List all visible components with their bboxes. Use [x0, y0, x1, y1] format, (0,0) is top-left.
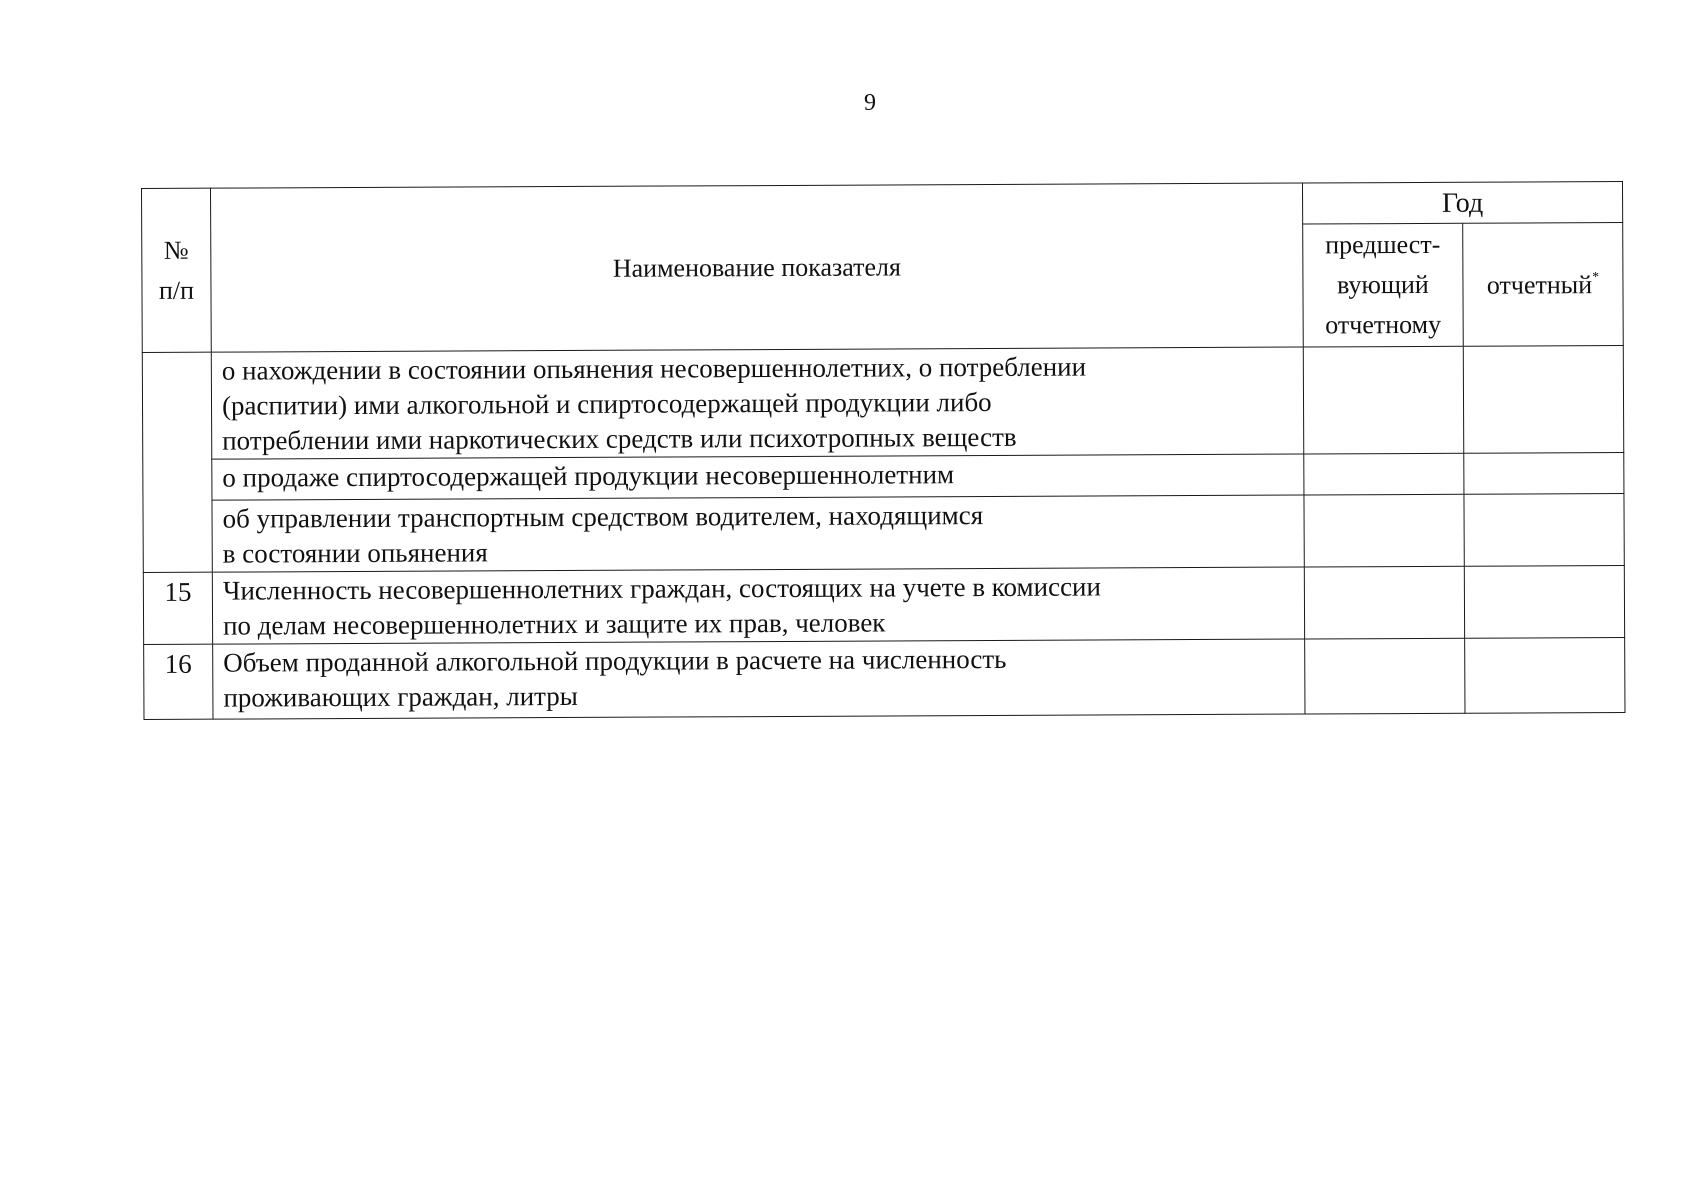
reporting-year-value-cell	[1464, 453, 1624, 495]
column-header-previous-year: предшест- вующий отчетному	[1303, 223, 1464, 347]
reporting-year-value-cell	[1463, 346, 1624, 454]
previous-year-value-cell	[1304, 453, 1464, 495]
footnote-mark: *	[1592, 269, 1600, 285]
indicators-table-wrapper	[141, 181, 1624, 720]
column-header-number: № п/п	[142, 188, 212, 352]
indicator-name-cell: Объем проданной алкогольной продукции в расчете на численность проживающих граждан, литры	[213, 639, 1305, 719]
indicator-name-cell: Численность несовершеннолетних граждан, состоящих на учете в комиссии по делам несовершеннолетних и защите их прав, человек	[212, 567, 1304, 644]
previous-year-value-cell	[1304, 494, 1464, 567]
table-row	[143, 453, 1624, 501]
column-header-reporting-year	[1463, 223, 1624, 347]
previous-year-value-cell	[1304, 566, 1464, 639]
row-number-cell: 16	[144, 644, 213, 719]
row-number-cell	[142, 352, 212, 572]
indicator-name-cell: об управлении транспортным средством водителем, находящимся в состоянии опьянения	[212, 495, 1304, 572]
table-row	[143, 494, 1624, 573]
reporting-year-value-cell	[1464, 566, 1624, 639]
indicators-table	[141, 181, 1626, 720]
previous-year-value-cell	[1305, 638, 1465, 714]
page-number: 9	[864, 90, 876, 116]
table-row	[143, 566, 1624, 645]
column-header-indicator-name: Наименование показателя	[211, 183, 1304, 352]
table-header	[142, 182, 1624, 353]
table-body	[142, 346, 1625, 720]
table-row	[144, 638, 1625, 720]
previous-year-value-cell	[1303, 346, 1464, 454]
row-number-cell: 15	[143, 572, 212, 644]
column-header-year: Год	[1302, 182, 1622, 225]
reporting-year-value-cell	[1465, 638, 1625, 714]
table-row	[142, 346, 1624, 460]
indicator-name-cell: о продаже спиртосодержащей продукции несовершеннолетним	[212, 454, 1304, 500]
reporting-year-label: отчетный	[1486, 269, 1593, 300]
indicator-name-cell: о нахождении в состоянии опьянения несовершеннолетних, о потреблении (распитии) ими алкогольной и спиртосодержащей продукции либо потреблении ими наркотических средств или психотропных веществ	[211, 347, 1303, 459]
reporting-year-value-cell	[1464, 494, 1624, 567]
